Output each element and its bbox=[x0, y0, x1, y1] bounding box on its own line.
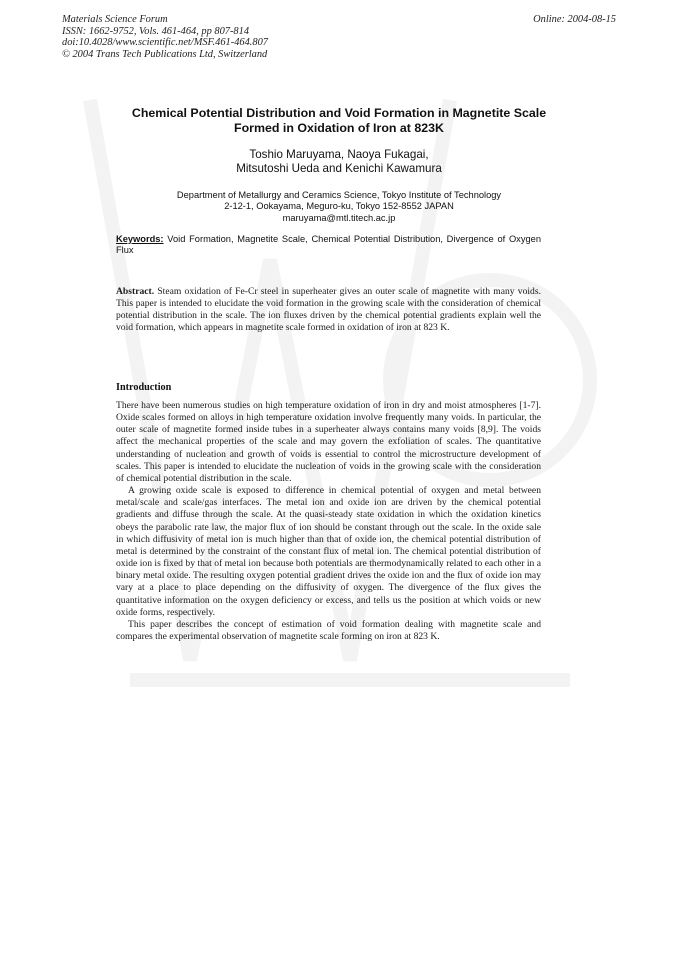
author-list bbox=[100, 148, 578, 176]
keywords-text: Void Formation, Magnetite Scale, Chemical Potential Distribution, Divergence of Oxygen Flux bbox=[116, 234, 541, 256]
introduction-body bbox=[116, 400, 541, 643]
intro-paragraph-1: There have been numerous studies on high temperature oxidation of iron in dry and moist atmospheres [1-7]. Oxide scales formed on alloys in high temperature oxidation involve frequently many voids. In particular, the outer scale of magnetite formed inside tubes in a superheater always contains many voids [8,9]. The voids affect the mechanical properties of the scale and may govern the exfoliation of scales. The quantitative understanding of nucleation and growth of voids is essential to control the microstructure development of scales. This paper is intended to elucidate the nucleation of voids in the growing scale with the consideration of chemical potential distribution in the scale. bbox=[116, 400, 541, 484]
title-line-1: Chemical Potential Distribution and Void Formation in Magnetite Scale bbox=[131, 106, 547, 120]
affiliation-line-1: Department of Metallurgy and Ceramics Science, Tokyo Institute of Technology bbox=[176, 190, 502, 200]
issn-line: ISSN: 1662-9752, Vols. 461-464, pp 807-814 bbox=[62, 25, 250, 37]
authors-line-2: Mitsutoshi Ueda and Kenichi Kawamura bbox=[236, 162, 442, 175]
keywords-label: Keywords: bbox=[116, 234, 164, 244]
abstract-block bbox=[116, 286, 541, 334]
intro-paragraph-2: A growing oxide scale is exposed to difference in chemical potential of oxygen and metal between metal/scale and scale/gas interfaces. The metal ion and oxide ion are driven by the chemical potential gradients and diffuse through the scale. At the quasi-steady state oxidation in which the oxidation kinetics obeys the parabolic rate law, the major flux of ion should be constant through out the scale. In the oxide sale in which diffusivity of metal ion is much higher than that of oxide ion, the chemical potential distribution of metal is determined by the constraint of the constant flux of metal ion. The chemical potential distribution of oxide ion is fixed by that of metal ion because both potentials are thermodynamically related to each other in a binary metal oxide. The resulting oxygen potential gradient drives the oxide ion and the flux of oxide ion may vary at a place to place depending on the diffusivity of oxygen. The divergence of the flux gives the quantitative information on the oxygen deficiency or excess, and tells us the position at which voids or new oxide forms, respectively. bbox=[116, 485, 541, 618]
publication-info bbox=[62, 14, 268, 60]
affiliation-line-2: 2-12-1, Ookayama, Meguro-ku, Tokyo 152-8552 JAPAN bbox=[224, 201, 454, 212]
keywords-block bbox=[116, 234, 541, 257]
affiliation bbox=[100, 190, 578, 224]
journal-name: Materials Science Forum bbox=[62, 14, 168, 25]
author-email[interactable]: maruyama@mtl.titech.ac.jp bbox=[282, 212, 396, 223]
copyright-line: © 2004 Trans Tech Publications Ltd, Switzerland bbox=[62, 48, 268, 60]
intro-paragraph-3: This paper describes the concept of estimation of void formation dealing with magnetite scale and compares the experimental observation of magnetite scale forming on iron at 823 K. bbox=[116, 618, 541, 642]
doi-line[interactable]: doi:10.4028/www.scientific.net/MSF.461-464.807 bbox=[62, 37, 268, 49]
section-heading-introduction: Introduction bbox=[116, 382, 172, 393]
title-line-2: Formed in Oxidation of Iron at 823K bbox=[234, 120, 444, 135]
authors-line-1: Toshio Maruyama, Naoya Fukagai, bbox=[249, 148, 429, 161]
abstract-text: Steam oxidation of Fe-Cr steel in superheater gives an outer scale of magnetite with many voids. This paper is intended to elucidate the void formation in the growing scale with the consideration of chemical potential distribution in the scale. The ion fluxes driven by the chemical potential gradients explain well the void formation, which appears in magnetite scale formed in oxidation of iron at 823 K. bbox=[116, 286, 541, 334]
abstract-label: Abstract. bbox=[116, 286, 155, 297]
online-date: Online: 2004-08-15 bbox=[533, 14, 616, 25]
paper-title bbox=[100, 106, 578, 135]
